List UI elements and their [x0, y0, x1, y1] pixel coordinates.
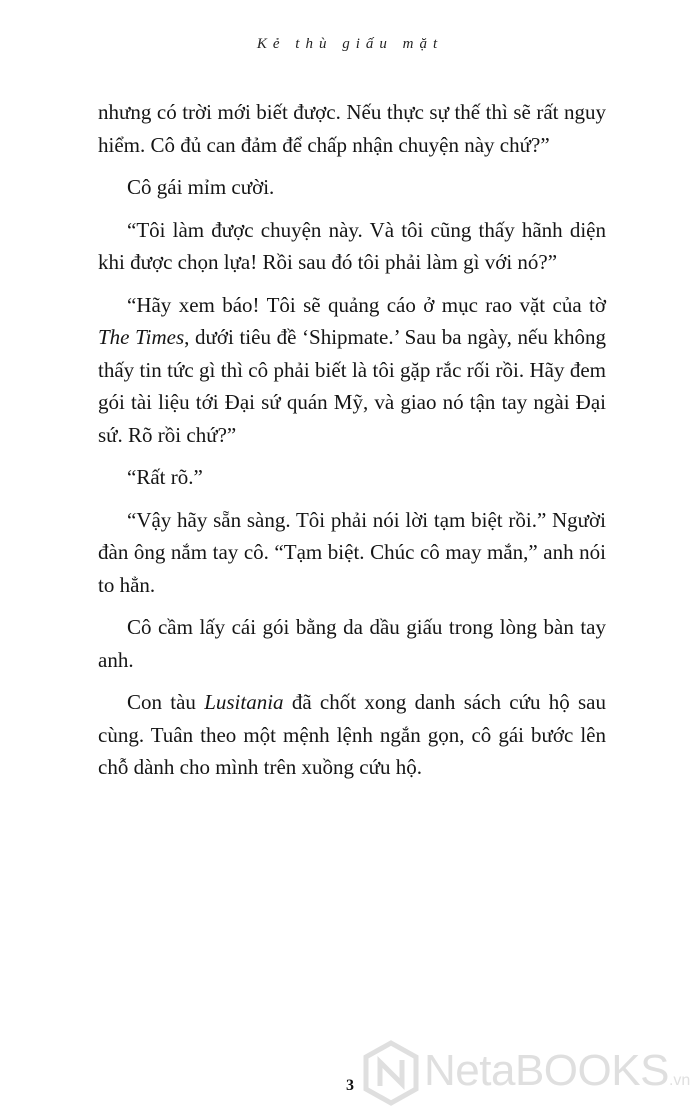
paragraph	[98, 289, 606, 452]
netabooks-logo-icon	[362, 1040, 420, 1106]
body-text	[98, 96, 606, 794]
page-number: 3	[346, 1077, 354, 1094]
paragraph	[98, 96, 606, 161]
italic-title: The Times	[98, 325, 185, 349]
paragraph-text: đã chốt xong danh sách cứu hộ sau cùng. Tuân theo một mệnh lệnh ngắn gọn, cô gái bước lên chỗ dành cho mình trên xuồng cứu hộ.	[98, 690, 606, 779]
paragraph	[98, 504, 606, 602]
paragraph-text: “Tôi làm được chuyện này. Và tôi cũng thấy hãnh diện khi được chọn lựa! Rồi sau đó tôi phải làm gì với nó?”	[98, 217, 606, 274]
paragraph-text: “Vậy hãy sẵn sàng. Tôi phải nói lời tạm biệt rồi.” Người đàn ông nắm tay cô. “Tạm biệt. Chúc cô may mắn,” anh nói to hẳn.	[98, 507, 606, 597]
watermark-brand: NetaBOOKS	[424, 1046, 669, 1095]
paragraph	[98, 171, 606, 204]
paragraph-text: , dưới tiêu đề ‘Shipmate.’ Sau ba ngày, nếu không thấy tin tức gì thì cô phải biết là tôi gặp rắc rối rồi. Hãy đem gói tài liệu tới Đại sứ quán Mỹ, và giao nó tận tay ngài Đại sứ. Rõ rồi chứ?”	[98, 325, 606, 447]
watermark-suffix: .vn	[668, 1072, 691, 1089]
running-head: Kẻ thù giấu mặt	[256, 36, 444, 52]
paragraph	[98, 686, 606, 784]
paragraph-text: Cô gái mỉm cười.	[127, 175, 275, 199]
paragraph	[98, 461, 606, 494]
paragraph-text: nhưng có trời mới biết được. Nếu thực sự thế thì sẽ rất nguy hiểm. Cô đủ can đảm để chấp nhận chuyện này chứ?”	[98, 100, 606, 157]
italic-title: Lusitania	[204, 690, 284, 714]
paragraph-text: Cô cầm lấy cái gói bằng da dầu giấu trong lòng bàn tay anh.	[98, 615, 606, 672]
paragraph	[98, 611, 606, 676]
watermark	[362, 1040, 692, 1110]
paragraph-text: “Rất rõ.”	[127, 465, 203, 489]
watermark-text	[424, 1046, 690, 1096]
paragraph-text: “Hãy xem báo! Tôi sẽ quảng cáo ở mục rao vặt của tờ	[127, 292, 606, 317]
paragraph	[98, 214, 606, 279]
paragraph-text: Con tàu	[127, 690, 205, 714]
